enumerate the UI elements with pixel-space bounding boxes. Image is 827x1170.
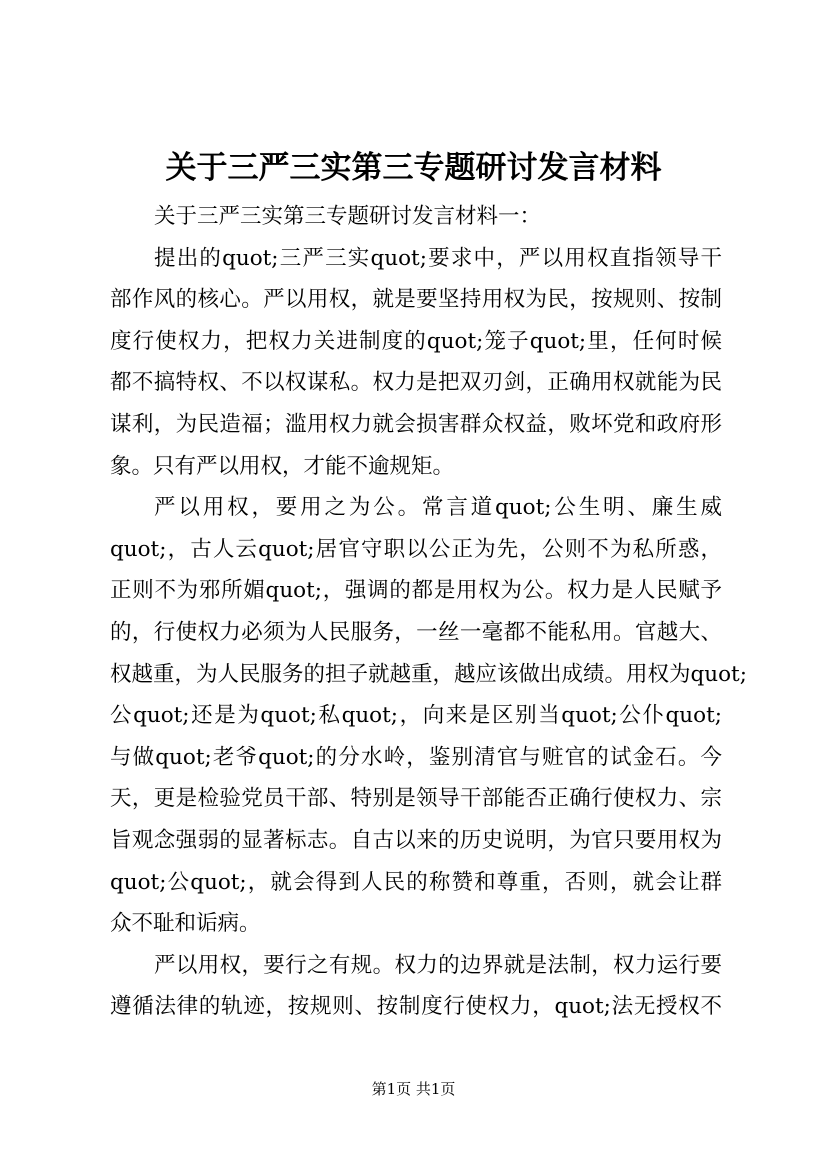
body-line: 关于三严三实第三专题研讨发言材料一： <box>154 204 542 229</box>
page-footer: 第1页 共1页 <box>371 1080 456 1098</box>
body-line: 谋利，为民造福；滥用权力就会损害群众权益，败坏党和政府形 <box>110 411 722 437</box>
body-line: 度行使权力，把权力关进制度的quot;笼子quot;里，任何时候 <box>110 328 722 354</box>
body-line: 都不搞特权、不以权谋私。权力是把双刃剑，正确用权就能为民 <box>110 370 722 396</box>
body-line: 公quot;还是为quot;私quot;，向来是区别当quot;公仆quot; <box>110 703 722 729</box>
body-line: 众不耻和诟病。 <box>110 911 261 937</box>
body-line: 天，更是检验党员干部、特别是领导干部能否正确行使权力、宗 <box>110 786 722 812</box>
body-line: 部作风的核心。严以用权，就是要坚持用权为民，按规则、按制 <box>110 287 722 313</box>
body-line: 与做quot;老爷quot;的分水岭，鉴别清官与赃官的试金石。今 <box>110 744 722 770</box>
body-line: 象。只有严以用权，才能不逾规矩。 <box>110 453 455 479</box>
body-line: 正则不为邪所媚quot;，强调的都是用权为公。权力是人民赋予 <box>110 578 722 604</box>
body-line: 遵循法律的轨迹，按规则、按制度行使权力，quot;法无授权不 <box>110 994 722 1020</box>
document-body <box>110 196 747 1028</box>
body-line: 严以用权，要行之有规。权力的边界就是法制，权力运行要 <box>154 952 722 978</box>
body-line: quot;公quot;，就会得到人民的称赞和尊重，否则，就会让群 <box>110 869 722 895</box>
body-line: 提出的quot;三严三实quot;要求中，严以用权直指领导干 <box>154 245 722 271</box>
body-line: 的，行使权力必须为人民服务，一丝一毫都不能私用。官越大、 <box>110 619 722 645</box>
body-line: 严以用权，要用之为公。常言道quot;公生明、廉生威 <box>154 495 722 521</box>
document-title: 关于三严三实第三专题研讨发言材料 <box>165 150 662 186</box>
body-line: 权越重，为人民服务的担子就越重，越应该做出成绩。用权为quot; <box>110 661 747 687</box>
body-line: quot;，古人云quot;居官守职以公正为先，公则不为私所惑， <box>110 536 722 562</box>
body-line: 旨观念强弱的显著标志。自古以来的历史说明，为官只要用权为 <box>110 827 722 853</box>
